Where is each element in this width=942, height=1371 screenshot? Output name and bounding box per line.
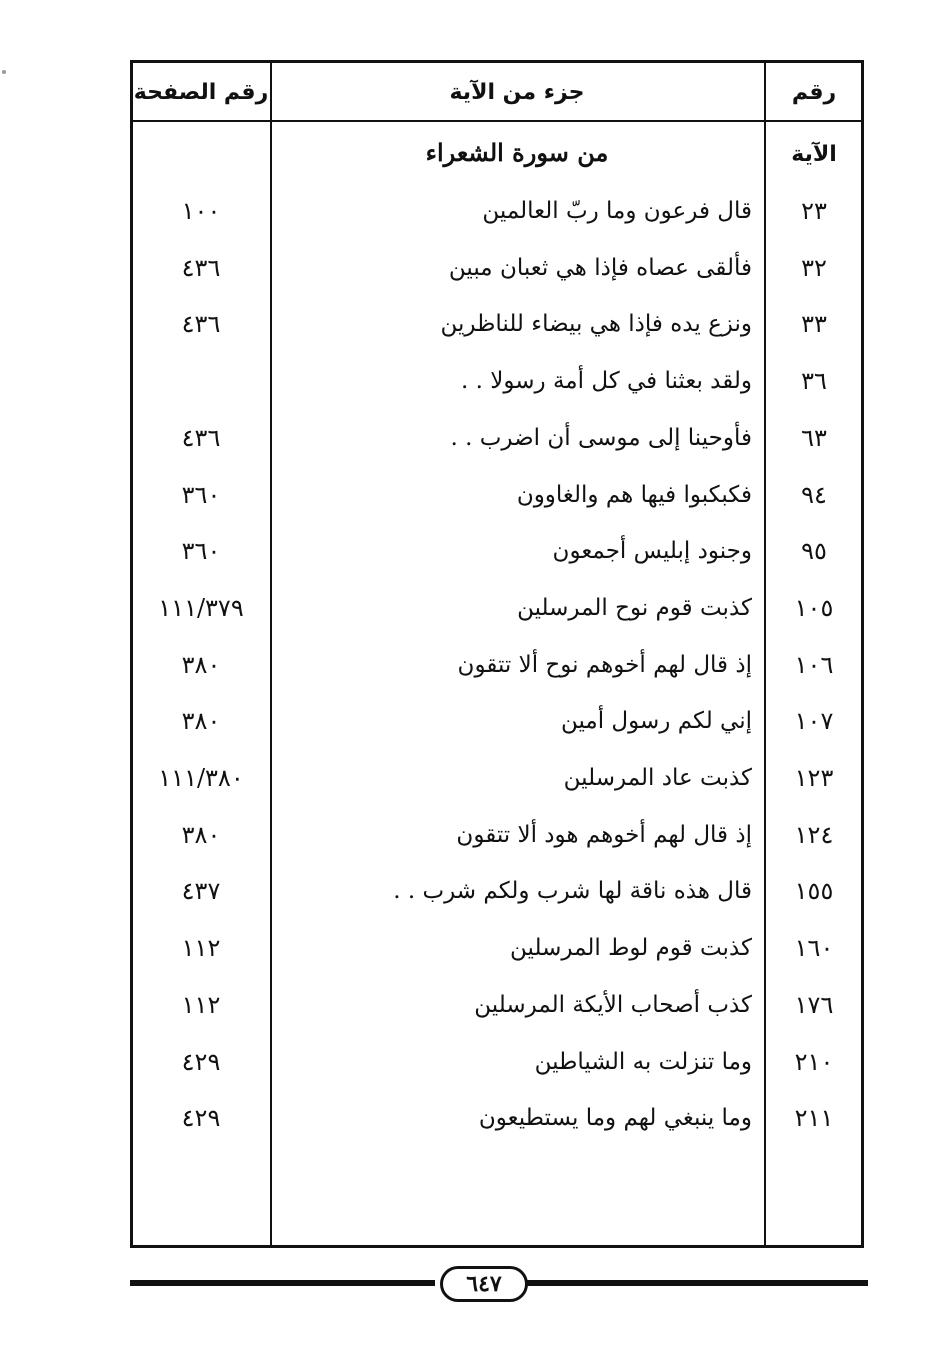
- ayah-number-cell: ١٢٣: [794, 764, 834, 792]
- ayah-text-cell: وما ينبغي لهم وما يستطيعون: [478, 1105, 752, 1131]
- footer-rule-right: [524, 1280, 868, 1286]
- page-number-cell: ١١١/٣٧٩: [158, 594, 244, 622]
- ayah-text-cell: قال فرعون وما ربّ العالمين: [482, 198, 752, 224]
- page-number-cell: ٤٣٦: [181, 424, 221, 452]
- ayah-number-cell: ٣٦: [801, 367, 827, 395]
- surah-section-title: من سورة الشعراء: [425, 138, 609, 167]
- ayah-text-cell: وما تنزلت به الشياطين: [534, 1049, 752, 1075]
- scan-speck: [2, 70, 6, 74]
- ayah-number-cell: ٣٢: [801, 254, 827, 282]
- page-number-cell: ٤٣٦: [181, 254, 221, 282]
- header-ayah-part: جزء من الآية: [449, 80, 585, 105]
- ayah-text-cell: ونزع يده فإذا هي بيضاء للناظرين: [440, 311, 752, 337]
- ayah-text-cell: فأوحينا إلى موسى أن اضرب . .: [450, 425, 752, 451]
- ayah-text-cell: كذب أصحاب الأيكة المرسلين: [474, 992, 752, 1018]
- ayah-number-cell: ٦٣: [801, 424, 827, 452]
- page-number-cell: ٣٦٠: [181, 481, 221, 509]
- header-divider: [130, 120, 862, 122]
- header-page-number: رقم الصفحة: [133, 80, 269, 105]
- ayah-number-cell: ٢١٠: [794, 1048, 834, 1076]
- page-number-cell: ١١١/٣٨٠: [158, 764, 244, 792]
- ayah-number-cell: ١٥٥: [794, 877, 834, 905]
- header-ayah-number: رقم الآية: [791, 80, 837, 167]
- ayah-number-cell: ٩٥: [801, 537, 827, 565]
- page-number-cell: ٤٣٧: [181, 877, 221, 905]
- ayah-text-cell: ولقد بعثنا في كل أمة رسولا . .: [461, 368, 752, 394]
- ayah-text-cell: إني لكم رسول أمين: [560, 708, 752, 734]
- ayah-text-cell: قال هذه ناقة لها شرب ولكم شرب . .: [393, 878, 752, 904]
- ayah-number-cell: ١٠٧: [794, 707, 834, 735]
- ayah-number-cell: ١٠٦: [794, 651, 834, 679]
- ayah-number-cell: ١٦٠: [794, 934, 834, 962]
- ayah-text-cell: إذ قال لهم أخوهم نوح ألا تتقون: [457, 652, 752, 678]
- ayah-number-cell: ١٠٥: [794, 594, 834, 622]
- page-number-cell: ٣٨٠: [181, 651, 221, 679]
- ayah-number-cell: ٣٣: [801, 310, 827, 338]
- page-number-cell: ٤٢٩: [181, 1104, 221, 1132]
- page-number-cell: ٤٣٦: [181, 310, 221, 338]
- footer-rule-left: [130, 1280, 435, 1286]
- ayah-number-cell: ١٢٤: [794, 821, 834, 849]
- page-number-cell: ٣٨٠: [181, 821, 221, 849]
- ayah-text-cell: فكبكبوا فيها هم والغاوون: [516, 482, 752, 508]
- ayah-text-cell: كذبت قوم نوح المرسلين: [517, 595, 752, 621]
- ayah-text-cell: وجنود إبليس أجمعون: [552, 538, 752, 564]
- page-number-cell: ١١٢: [181, 934, 221, 962]
- ayah-number-cell: ١٧٦: [794, 991, 834, 1019]
- ayah-text-cell: إذ قال لهم أخوهم هود ألا تتقون: [456, 822, 752, 848]
- ayah-text-cell: كذبت عاد المرسلين: [563, 765, 752, 791]
- page-number-cell: ٤٢٩: [181, 1048, 221, 1076]
- page-number-badge: ٦٤٧: [440, 1266, 528, 1302]
- ayah-number-cell: ٩٤: [801, 481, 827, 509]
- ayah-number-cell: ٢١١: [794, 1104, 834, 1132]
- page-number-cell: ٣٦٠: [181, 537, 221, 565]
- ayah-text-cell: فألقى عصاه فإذا هي ثعبان مبين: [448, 255, 752, 281]
- ayah-text-cell: كذبت قوم لوط المرسلين: [510, 935, 752, 961]
- page-number-cell: ١٠٠: [181, 197, 221, 225]
- page-number-cell: ١١٢: [181, 991, 221, 1019]
- ayah-number-cell: ٢٣: [801, 197, 827, 225]
- page-number-cell: ٣٨٠: [181, 707, 221, 735]
